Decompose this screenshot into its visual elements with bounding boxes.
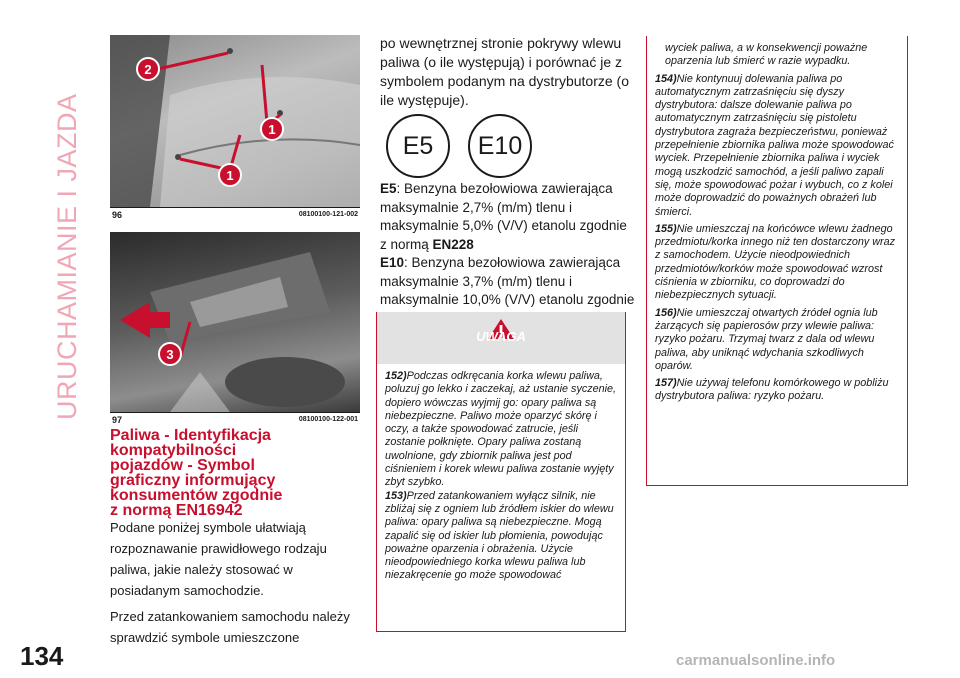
warning-text	[647, 36, 907, 404]
heading-line: graficzny informujący	[110, 472, 276, 489]
callout-2: 2	[136, 57, 160, 81]
heading-line: z normą EN16942	[110, 502, 243, 519]
section-side-title: URUCHAMIANIE I JAZDA	[52, 93, 82, 420]
figure-code: 08100100-122-001	[298, 416, 358, 423]
warning-number: 153)	[385, 489, 407, 502]
figure-number: 97	[112, 415, 123, 425]
warning-box-continued	[646, 36, 908, 486]
warning-item-text: Nie umieszczaj otwartych źródeł ognia lub żarzących się papierosów przy wlewie paliwa: ryzyko pożaru. Trzymaj twarz z dala od wlewu paliwa, aby uniknąć wdychania szkodliwych oparów.	[655, 306, 878, 372]
heading-line: konsumentów zgodnie	[110, 487, 283, 504]
fuel-norm: EN228	[432, 236, 474, 252]
figure-97-photo	[110, 232, 360, 412]
warning-item	[655, 307, 899, 373]
warning-header	[377, 312, 625, 364]
fuel-e5-icon: E5	[386, 114, 450, 178]
callout-1b: 1	[218, 163, 242, 187]
warning-item	[655, 73, 899, 219]
warning-item	[655, 223, 899, 303]
fuel-e10-icon: E10	[468, 114, 532, 178]
watermark: carmanualsonline.info	[676, 652, 836, 669]
warning-item-text: Przed zatankowaniem wyłącz silnik, nie zbliżaj się z ogniem lub źródłem iskier do wlewu paliwa: opary paliwa są niebezpieczne. Mogą zapalić się od iskier lub płomienia, powodując poważne oparzenia i obrażenia. Użycie nieodpowiedniego korka wlewu paliwa lub niezakręcenie go może spowodować	[385, 489, 614, 582]
fuel-item-e5	[380, 180, 635, 254]
warning-item	[385, 490, 617, 583]
fuel-text: : Benzyna bezołowiowa zawierająca maksymalnie 2,7% (m/m) tlenu i maksymalnie 5,0% (V/V) etanolu zgodnie z normą	[380, 181, 627, 252]
heading-line: pojazdów - Symbol	[110, 457, 255, 474]
callout-3: 3	[158, 342, 182, 366]
heading-line: kompatybilności	[110, 442, 237, 459]
fuel-descriptions	[380, 180, 635, 328]
warning-item	[655, 377, 899, 404]
warning-number: 156)	[655, 306, 677, 319]
figure-96-photo	[110, 35, 360, 207]
warning-item-text: Podczas odkręcania korka wlewu paliwa, poluzuj go lekko i zaczekaj, aż ustanie syczenie, dopiero wówczas wyjmij go: opary paliwa są niebezpieczne. Paliwo może oparzyć skórę i oczy, a także spowodować zatrucie, jeśli zostanie połknięte. Opary paliwa zostaną uwolnione, gdy zbiornik paliwa jest pod ciśnieniem i korek wlewu paliwa zostanie wyjęty zbyt szybko.	[385, 370, 617, 489]
callout-1a: 1	[260, 117, 284, 141]
fuel-text: : Benzyna bezołowiowa zawierająca maksymalnie 3,7% (m/m) tlenu i maksymalnie 10,0% (V/V) etanolu zgodnie	[380, 255, 635, 307]
figure-number: 96	[112, 210, 123, 220]
page-number: 134	[20, 641, 64, 671]
section-heading	[110, 428, 365, 518]
figure-code: 08100100-121-002	[298, 211, 358, 218]
fuel-symbols	[386, 110, 586, 180]
warning-number: 157)	[655, 377, 677, 390]
warning-number: 152)	[385, 370, 407, 382]
warning-number: 155)	[655, 222, 677, 235]
warning-title: UWAGA	[476, 329, 526, 344]
figure-97-caption	[110, 412, 360, 426]
column-1-body	[110, 517, 365, 653]
warning-item-text: Nie używaj telefonu komórkowego w pobliżu dystrybutora paliwa: ryzyko pożaru.	[655, 377, 889, 403]
warning-item-text: Nie umieszczaj na końcówce wlewu żadnego przedmiotu/korka innego niż ten dostarczony wraz z samochodem. Użycie nieodpowiednich przedmiotów/korków może spowodować wzrost ciśnienia w zbiorniku, co doprowadzi do niebezpiecznych sytuacji.	[655, 222, 896, 302]
warning-text	[377, 364, 625, 583]
warning-box	[376, 312, 626, 632]
fuel-code: E5	[380, 181, 397, 196]
fuel-code: E10	[380, 255, 405, 270]
warning-continuation: wyciek paliwa, a w konsekwencji poważne oparzenia lub śmierć w razie wypadku.	[665, 42, 868, 68]
figure-96-caption	[110, 207, 360, 221]
body-paragraph: Przed zatankowaniem samochodu należy sprawdzić symbole umieszczone	[110, 609, 350, 645]
warning-number: 154)	[655, 72, 677, 85]
warning-item	[385, 370, 617, 490]
heading-line: Paliwa - Identyfikacja	[110, 427, 271, 444]
column-2-intro: po wewnętrznej stronie pokrywy wlewu paliwa (o ile występują) i porównać je z symbolem podanym na dystrybutorze (o ile występuje).	[380, 35, 629, 108]
body-paragraph: Podane poniżej symbole ułatwiają rozpoznawanie prawidłowego rodzaju paliwa, jakie należy stosować w posiadanym samochodzie.	[110, 520, 327, 598]
warning-item-text: Nie kontynuuj dolewania paliwa po automatycznym zatrzaśnięciu się dyszy dystrybutora: dalsze dolewanie paliwa po automatycznym zatrzaśnięciu się pistoletu dystrybutora zagraża bezpieczeństwu, ponieważ przepełnienie zbiornika paliwa może spowodować wyciek. Przepełnienie zbiornika paliwa i wyciek mogą uszkodzić samochód, a jeśli paliwo zapali się, może spowodować pożar i wybuch, co z kolei może doprowadzić do poważnych obrażeń lub śmierci.	[655, 72, 894, 218]
